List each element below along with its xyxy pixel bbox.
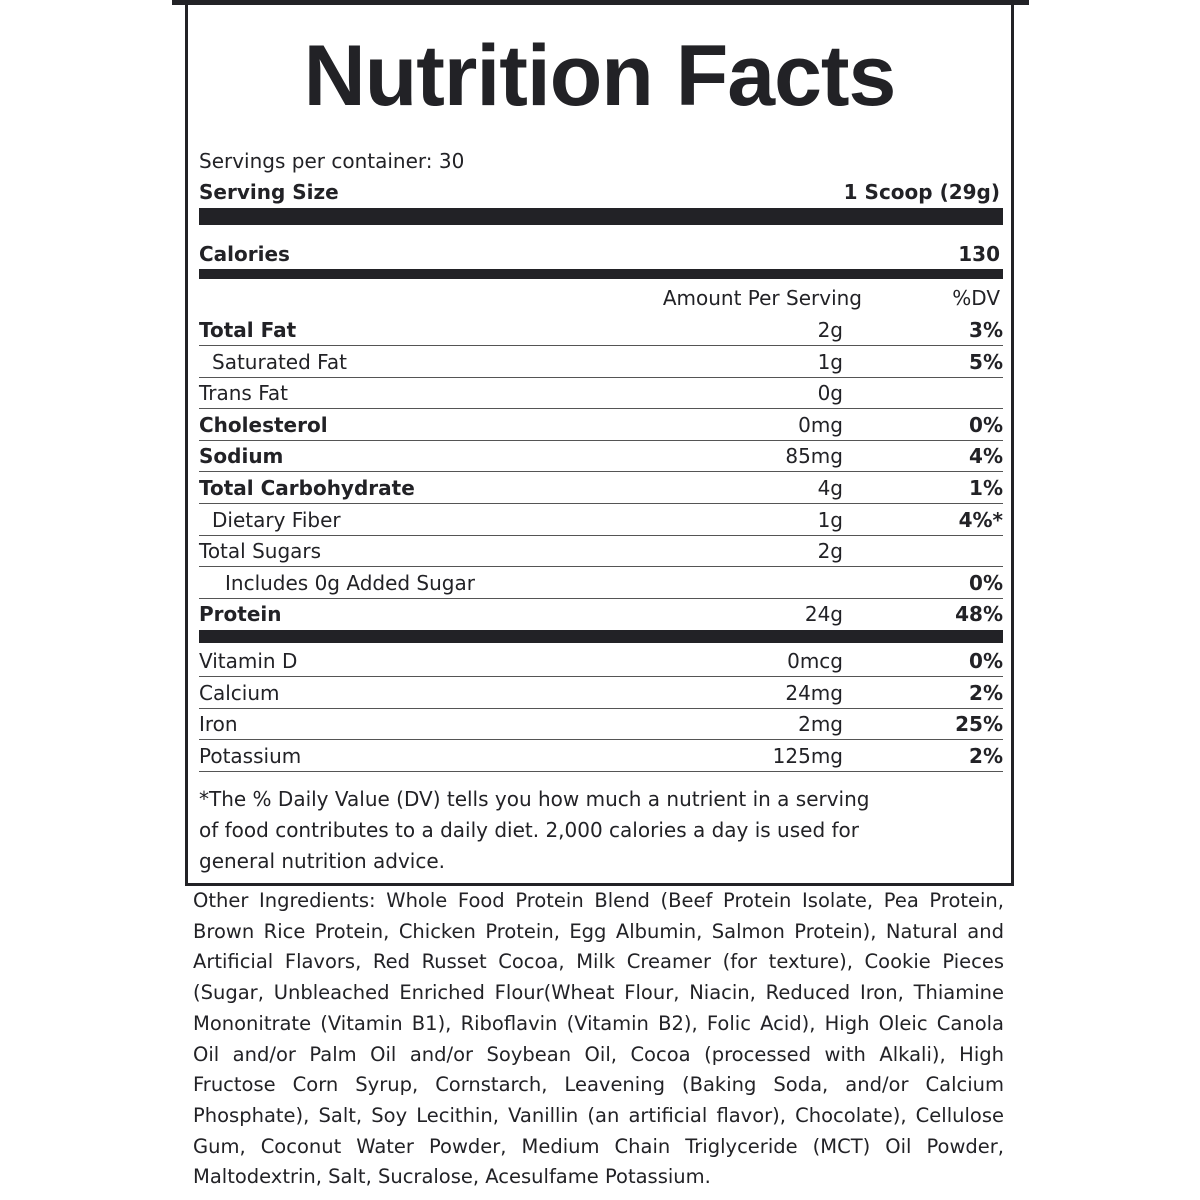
nutrient-dv: 48%	[955, 602, 1003, 627]
servings-per-container: Servings per container: 30	[199, 149, 465, 173]
nutrition-facts-panel	[185, 0, 1014, 886]
medium-divider	[199, 269, 1003, 279]
vitamin-name: Calcium	[199, 680, 280, 705]
nutrient-name: Cholesterol	[199, 412, 328, 437]
vitamin-name: Vitamin D	[199, 649, 298, 673]
other-ingredients: Other Ingredients: Whole Food Protein Blend (Beef Protein Isolate, Pea Protein, Brown Rice Protein, Chicken Protein, Egg Albumin, Salmon Protein), Natural and Artificial Flavors, Red Russet Cocoa, Milk Creamer (for texture), Cookie Pieces (Sugar, Unbleached Enriched Flour(Wheat Flour, Niacin, Reduced Iron, Thiamine Mononitrate (Vitamin B1), Riboflavin (Vitamin B2), Folic Acid), High Oleic Canola Oil and/or Palm Oil and/or Soybean Oil, Cocoa (processed with Alkali), High Fructose Corn Syrup, Cornstarch, Leavening (Baking Soda, and/or Calcium Phosphate), Salt, Soy Lecithin, Vanillin (an artificial flavor), Chocolate), Cellulose Gum, Coconut Water Powder, Medium Chain Triglyceride (MCT) Oil Powder, Maltodextrin, Salt, Sucralose, Acesulfame Potassium.	[193, 889, 1004, 1189]
vitamin-row	[199, 709, 1003, 740]
nutrient-amount: 24g	[804, 602, 843, 627]
vitamin-dv: 2%	[969, 743, 1003, 768]
vitamin-name: Potassium	[199, 743, 302, 768]
vitamin-amount: 2mg	[798, 712, 843, 737]
nutrient-name: Saturated Fat	[212, 349, 347, 374]
vitamin-row	[199, 646, 1003, 677]
nutrient-row	[199, 568, 1003, 599]
amount-per-serving-header: Amount Per Serving	[662, 286, 862, 310]
nutrient-row	[199, 378, 1003, 409]
nutrient-amount: 0mg	[798, 412, 843, 437]
nutrient-row	[199, 315, 1003, 346]
nutrient-row	[199, 505, 1003, 536]
nutrient-row	[199, 473, 1003, 504]
nutrient-name: Protein	[199, 602, 282, 627]
nutrient-row	[199, 347, 1003, 378]
nutrient-name: Total Sugars	[199, 539, 322, 564]
daily-value-footnote: *The % Daily Value (DV) tells you how much a nutrient in a serving of food contributes to a daily diet. 2,000 calories a day is used for general nutrition advice.	[199, 787, 870, 873]
nutrient-amount: 4g	[817, 476, 843, 500]
nutrient-dv: 5%	[969, 349, 1003, 374]
nutrient-name: Dietary Fiber	[212, 507, 341, 532]
nutrient-dv: 3%	[969, 318, 1003, 342]
vitamin-amount: 0mcg	[787, 649, 843, 673]
nutrient-amount: 85mg	[785, 444, 843, 469]
nutrient-amount: 1g	[817, 507, 843, 532]
nutrient-dv: 4%*	[958, 507, 1003, 532]
nutrient-name: Includes 0g Added Sugar	[225, 570, 475, 595]
nutrient-dv: 0%	[969, 570, 1003, 595]
nutrient-row	[199, 536, 1003, 567]
nutrient-row	[199, 441, 1003, 472]
nutrient-row	[199, 599, 1003, 630]
nutrient-dv: 1%	[969, 476, 1003, 500]
vitamin-dv: 25%	[955, 712, 1003, 737]
nutrient-name: Total Fat	[199, 318, 297, 342]
serving-size-value: 1 Scoop (29g)	[843, 180, 1000, 204]
page-title: Nutrition Facts	[303, 28, 896, 124]
vitamin-row	[199, 678, 1003, 709]
serving-size-label: Serving Size	[199, 180, 339, 204]
thick-divider	[199, 208, 1003, 225]
nutrient-row	[199, 410, 1003, 441]
calories-label: Calories	[199, 242, 290, 266]
vitamin-dv: 0%	[969, 649, 1003, 673]
vitamin-row	[199, 741, 1003, 772]
nutrient-dv: 0%	[969, 412, 1003, 437]
vitamin-name: Iron	[199, 712, 238, 737]
nutrient-amount: 2g	[817, 539, 843, 564]
nutrient-amount: 2g	[817, 318, 843, 342]
calories-value: 130	[958, 242, 1000, 266]
thick-divider	[199, 630, 1003, 643]
nutrient-dv: 4%	[969, 444, 1003, 469]
dv-header: %DV	[952, 286, 1000, 310]
vitamin-amount: 24mg	[785, 680, 843, 705]
vitamin-dv: 2%	[969, 680, 1003, 705]
nutrient-name: Trans Fat	[199, 381, 288, 406]
nutrient-name: Total Carbohydrate	[199, 476, 415, 500]
nutrient-amount: 1g	[817, 349, 843, 374]
nutrient-amount: 0g	[817, 381, 843, 406]
vitamin-amount: 125mg	[772, 743, 843, 768]
nutrient-name: Sodium	[199, 444, 284, 469]
row-divider	[199, 771, 1003, 772]
